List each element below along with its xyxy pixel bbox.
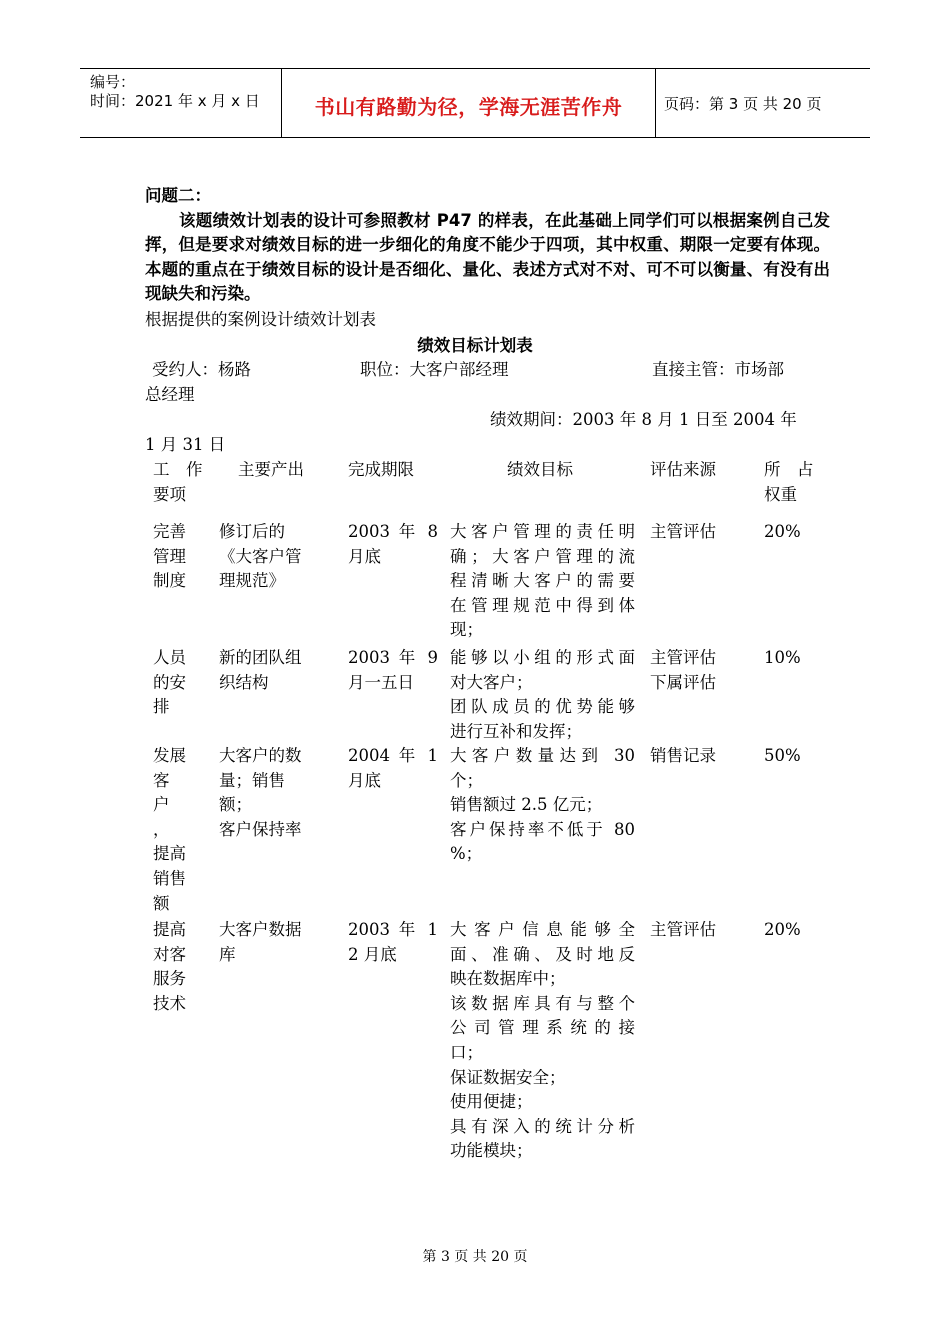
header-motto: 书山有路勤为径，学海无涯苦作舟: [314, 95, 623, 119]
header-divider: [655, 69, 656, 137]
row-goal: 大客户管理的责任明 确；大客户管理的流 程清晰大客户的需要 在管理规范中得到体 现；: [450, 522, 635, 640]
row-deadline: 2004 年 1 月底: [348, 746, 438, 790]
row-item: 人员 的安 排: [153, 648, 186, 717]
intro-block: [145, 184, 830, 307]
row-deadline: 2003 年 8 月底: [348, 522, 438, 566]
supervisor-label-continued: 总经理: [145, 385, 195, 404]
period-label: 绩效期间：2003 年 8 月 1 日至 2004 年: [490, 410, 797, 429]
row-source: 销售记录: [650, 746, 716, 765]
page-header: [80, 68, 870, 138]
row-output: 大客户数据 库: [219, 920, 302, 964]
period-label-continued: 1 月 31 日: [145, 435, 226, 454]
page-footer: 第 3 页 共 20 页: [422, 1249, 528, 1265]
header-item: 工 作 要项: [153, 460, 203, 504]
header-deadline: 完成期限: [348, 460, 414, 479]
row-weight: 20%: [764, 522, 801, 541]
row-source: 主管评估 下属评估: [650, 648, 716, 692]
document-date-label: 时间：2021 年 x 月 x 日: [90, 92, 260, 110]
row-deadline: 2003 年 9 月一五日: [348, 648, 438, 692]
question-heading: 问题二：: [145, 186, 211, 205]
row-source: 主管评估: [650, 522, 716, 541]
header-page-label: 页码：第 3 页 共 20 页: [664, 95, 822, 113]
header-goal: 绩效目标: [507, 460, 573, 479]
header-source: 评估来源: [650, 460, 716, 479]
row-weight: 50%: [764, 746, 801, 765]
row-goal: 大客户信息能够全 面、准确、及时地反 映在数据库中； 该数据库具有与整个 公司管理系统的接 口； 保证数据安全； 使用便捷； 具有深入的统计分析 功能模块；: [450, 920, 635, 1161]
row-output: 新的团队组 织结构: [219, 648, 302, 692]
row-weight: 20%: [764, 920, 801, 939]
row-goal: 能够以小组的形式面 对大客户； 团队成员的优势能够 进行互补和发挥；: [450, 648, 635, 741]
header-output: 主要产出: [238, 460, 304, 479]
row-output: 大客户的数 量；销售 额； 客户保持率: [219, 746, 302, 839]
row-item: 提高 对客 服务 技术: [153, 920, 186, 1013]
document-number-label: 编号：: [90, 73, 136, 91]
section-subtitle: 根据提供的案例设计绩效计划表: [145, 310, 376, 329]
header-weight: 所 占 权重: [764, 460, 814, 504]
row-weight: 10%: [764, 648, 801, 667]
row-item: 发展 客 户 ， 提高 销售 额: [153, 746, 186, 913]
table-title: 绩效目标计划表: [417, 336, 533, 355]
row-goal: 大客户数量达到 30 个； 销售额过 2.5 亿元； 客户保持率不低于 80 %；: [450, 746, 635, 864]
row-output: 修订后的 《大客户管 理规范》: [219, 522, 302, 591]
row-source: 主管评估: [650, 920, 716, 939]
supervisor-label: 直接主管：市场部: [652, 360, 784, 379]
row-item: 完善 管理 制度: [153, 522, 186, 591]
intro-paragraph: 该题绩效计划表的设计可参照教材 P47 的样表，在此基础上同学们可以根据案例自己发挥，但是要求对绩效目标的进一步细化的角度不能少于四项，其中权重、期限一定要有体现。本题的重点在于绩效目标的设计是否细化、量化、表述方式对不对、可不可以衡量、有没有出现缺失和污染。: [145, 210, 830, 303]
header-meta: [90, 73, 260, 111]
row-deadline: 2003 年 1 2 月底: [348, 920, 438, 964]
assignee-label: 受约人：杨路: [152, 360, 251, 379]
position-label: 职位：大客户部经理: [360, 360, 509, 379]
